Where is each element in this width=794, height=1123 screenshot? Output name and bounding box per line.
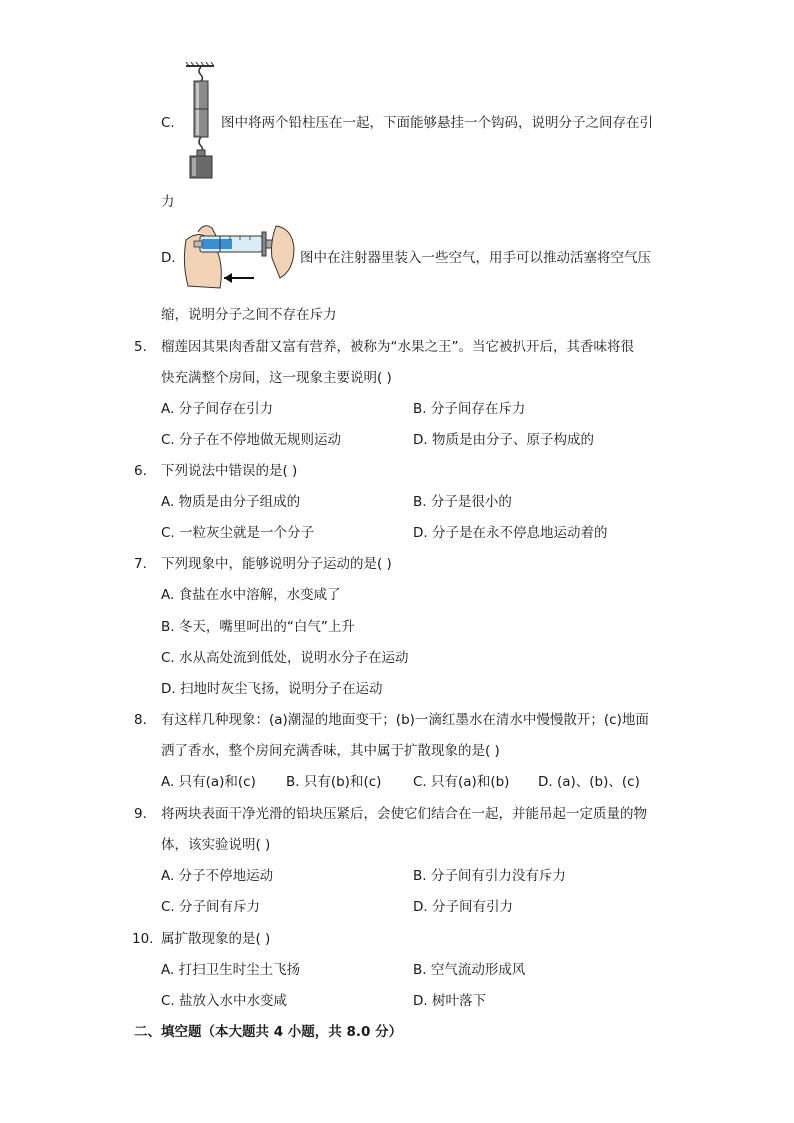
option-d: D. (a)、(b)、(c) bbox=[538, 774, 640, 790]
question-stem: 属扩散现象的是( ) bbox=[161, 931, 271, 947]
option-a: A. 只有(a)和(c) bbox=[161, 774, 256, 790]
question-stem: 将两块表面干净光滑的铅块压紧后，会使它们结合在一起，并能吊起一定质量的物 bbox=[161, 806, 647, 822]
question-stem: 有这样几种现象：(a)潮湿的地面变干；(b)一滴红墨水在清水中慢慢散开；(c)地面 bbox=[161, 712, 649, 728]
question-stem: 快充满整个房间，这一现象主要说明( ) bbox=[161, 370, 392, 386]
question-stem: 洒了香水，整个房间充满香味，其中属于扩散现象的是( ) bbox=[161, 743, 500, 759]
option-d-text-line1: 图中在注射器里装入一些空气，用手可以推动活塞将空气压 bbox=[300, 250, 651, 266]
option-a: A. 物质是由分子组成的 bbox=[161, 494, 301, 510]
option-d: D. 物质是由分子、原子构成的 bbox=[413, 432, 594, 448]
option-d: D. 树叶落下 bbox=[413, 993, 486, 1009]
question-stem: 下列现象中，能够说明分子运动的是( ) bbox=[161, 556, 392, 572]
option-b: B. 冬天，嘴里呵出的“白气”上升 bbox=[161, 619, 355, 635]
option-c: C. 分子间有斥力 bbox=[161, 899, 261, 915]
option-c: C. 只有(a)和(b) bbox=[413, 774, 510, 790]
option-c: C. 一粒灰尘就是一个分子 bbox=[161, 525, 315, 541]
question-stem: 体，该实验说明( ) bbox=[161, 837, 271, 853]
question-stem: 下列说法中错误的是( ) bbox=[161, 463, 298, 479]
option-c-label: C. bbox=[161, 115, 175, 131]
option-c-text-line2: 力 bbox=[161, 194, 175, 210]
option-d: D. 扫地时灰尘飞扬，说明分子在运动 bbox=[161, 681, 383, 697]
question-number: 5. bbox=[134, 339, 147, 355]
question-number: 6. bbox=[134, 463, 147, 479]
question-number: 9. bbox=[134, 806, 147, 822]
option-d: D. 分子是在永不停息地运动着的 bbox=[413, 525, 608, 541]
option-b: B. 分子间有引力没有斥力 bbox=[413, 868, 566, 884]
question-number: 10. bbox=[132, 931, 154, 947]
option-b: B. 分子是很小的 bbox=[413, 494, 512, 510]
option-c: C. 分子在不停地做无规则运动 bbox=[161, 432, 342, 448]
question-number: 8. bbox=[134, 712, 147, 728]
option-d-label: D. bbox=[161, 250, 176, 266]
option-a: A. 食盐在水中溶解，水变咸了 bbox=[161, 587, 341, 603]
option-a: A. 分子不停地运动 bbox=[161, 868, 274, 884]
option-b: B. 分子间存在斥力 bbox=[413, 401, 526, 417]
option-b: B. 空气流动形成风 bbox=[413, 962, 526, 978]
option-c-text-line1: 图中将两个铅柱压在一起，下面能够悬挂一个钩码，说明分子之间存在引 bbox=[221, 115, 653, 131]
option-b: B. 只有(b)和(c) bbox=[286, 774, 382, 790]
option-c: C. 盐放入水中水变咸 bbox=[161, 993, 288, 1009]
option-d-text-line2: 缩，说明分子之间不存在斥力 bbox=[161, 307, 337, 323]
option-c: C. 水从高处流到低处，说明水分子在运动 bbox=[161, 650, 409, 666]
section-heading: 二、填空题（本大题共 4 小题，共 8.0 分） bbox=[134, 1024, 403, 1040]
lead-cylinders-figure bbox=[184, 62, 218, 180]
question-number: 7. bbox=[134, 556, 147, 572]
option-a: A. 打扫卫生时尘土飞扬 bbox=[161, 962, 301, 978]
option-d: D. 分子间有引力 bbox=[413, 899, 513, 915]
option-a: A. 分子间存在引力 bbox=[161, 401, 274, 417]
syringe-figure bbox=[180, 218, 297, 294]
question-stem: 榴莲因其果肉香甜又富有营养，被称为“水果之王”。当它被扒开后，其香味将很 bbox=[161, 339, 634, 355]
